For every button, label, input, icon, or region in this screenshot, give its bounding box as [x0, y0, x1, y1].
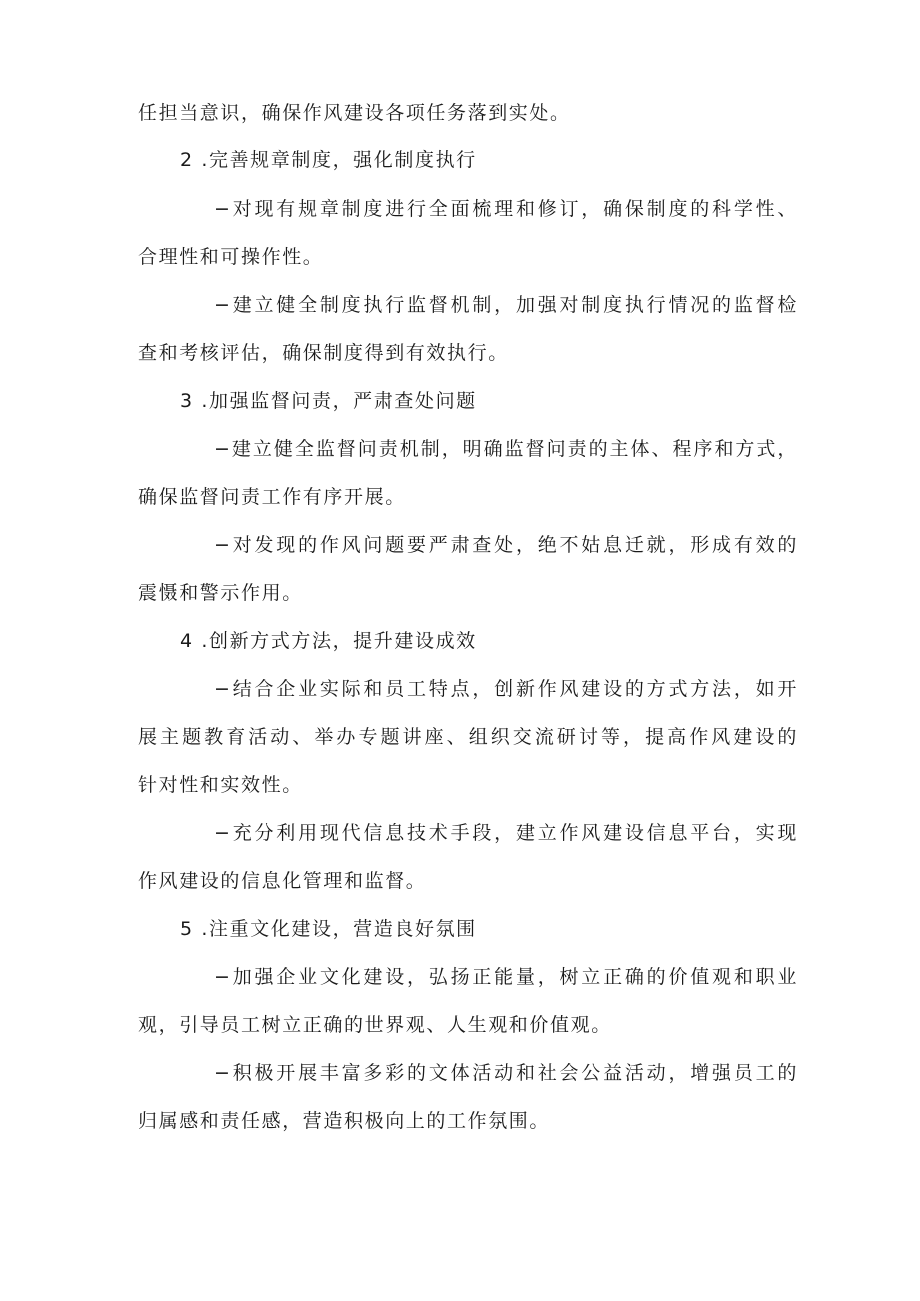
section-heading-5: 5 .注重文化建设，营造良好氛围	[180, 918, 477, 940]
paragraph-text-line: 针对性和实效性。	[138, 774, 303, 796]
paragraph-text-line: 查和考核评估，确保制度得到有效执行。	[138, 342, 509, 364]
paragraph-text-line: 确保监督问责工作有序开展。	[138, 486, 406, 508]
section-heading-3: 3 .加强监督问责，严肃查处问题	[180, 390, 477, 412]
bullet-text-line: −充分利用现代信息技术手段，建立作风建设信息平台，实现	[214, 822, 798, 844]
paragraph-text-line: 任担当意识，确保作风建设各项任务落到实处。	[138, 102, 571, 124]
paragraph-text-line: 合理性和可操作性。	[138, 246, 324, 268]
paragraph-text-line: 归属感和责任感，营造积极向上的工作氛围。	[138, 1110, 551, 1132]
bullet-text-line: −积极开展丰富多彩的文体活动和社会公益活动，增强员工的	[214, 1062, 798, 1084]
section-heading-4: 4 .创新方式方法，提升建设成效	[180, 630, 477, 652]
bullet-text-line: −加强企业文化建设，弘扬正能量，树立正确的价值观和职业	[214, 966, 798, 988]
bullet-text-line: −结合企业实际和员工特点，创新作风建设的方式方法，如开	[214, 678, 798, 700]
bullet-text-line: −建立健全制度执行监督机制，加强对制度执行情况的监督检	[214, 294, 798, 316]
bullet-text-line: −建立健全监督问责机制，明确监督问责的主体、程序和方式，	[214, 438, 798, 460]
bullet-text-line: −对发现的作风问题要严肃查处，绝不姑息迁就，形成有效的	[214, 534, 798, 556]
section-heading-2: 2 .完善规章制度，强化制度执行	[180, 149, 477, 171]
paragraph-text-line: 观，引导员工树立正确的世界观、人生观和价值观。	[138, 1014, 612, 1036]
paragraph-text-line: 作风建设的信息化管理和监督。	[138, 870, 427, 892]
bullet-text-line: −对现有规章制度进行全面梳理和修订，确保制度的科学性、	[214, 198, 798, 220]
paragraph-text-line: 震慑和警示作用。	[138, 582, 303, 604]
paragraph-text-line: 展主题教育活动、举办专题讲座、组织交流研讨等，提高作风建设的	[138, 726, 798, 748]
